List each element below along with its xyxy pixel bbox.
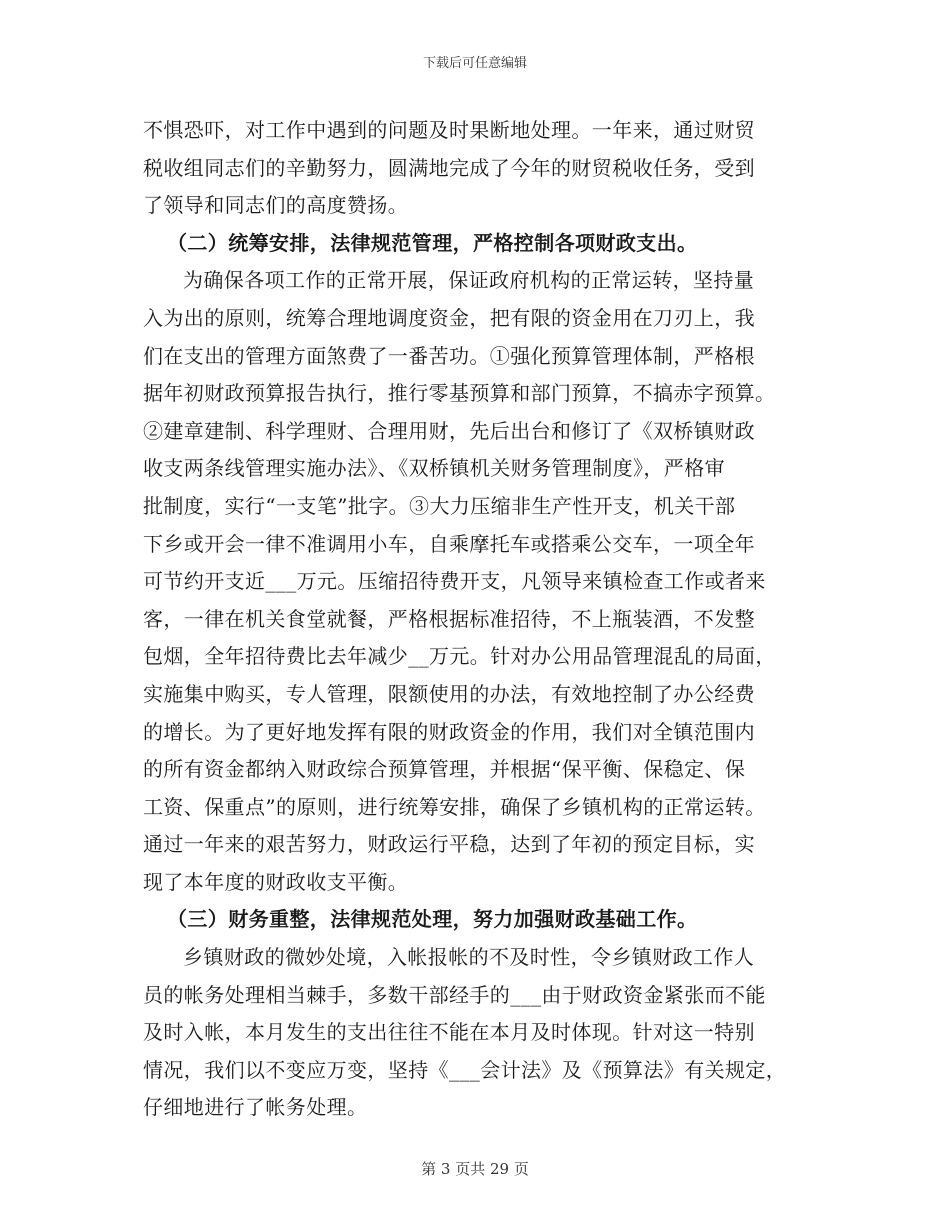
text-line: 批制度，实行“一支笔”批字。③大力压缩非生产性开支，机关干部: [143, 493, 736, 518]
text-line: ②建章建制、科学理财、合理用财，先后出台和修订了《双桥镇财政: [143, 418, 755, 443]
text-line: 可节约开支近___万元。压缩招待费开支，凡领导来镇检查工作或者来: [143, 569, 766, 594]
page-header: 下载后可任意编辑: [422, 56, 527, 71]
text-line: 乡镇财政的微妙处境，入帐报帐的不及时性，令乡镇财政工作人: [183, 945, 755, 970]
section-heading: （二）统筹安排，法律规范管理，严格控制各项财政支出。: [167, 230, 698, 255]
text-line: 包烟，全年招待费比去年减少__万元。针对办公用品管理混乱的局面，: [143, 644, 776, 669]
page-footer: 第 3 页共 29 页: [421, 1160, 529, 1178]
text-line: 客，一律在机关食堂就餐，严格根据标准招待，不上瓶装酒，不发整: [143, 606, 755, 631]
text-line: 员的帐务处理相当棘手，多数干部经手的___由于财政资金紧张而不能: [143, 982, 766, 1007]
text-line: 税收组同志们的辛勤努力，圆满地完成了今年的财贸税收任务，受到: [143, 155, 755, 180]
section-heading: （三）财务重整，法律规范处理，努力加强财政基础工作。: [167, 907, 698, 932]
text-line: 工资、保重点”的原则，进行统筹安排，确保了乡镇机构的正常运转。: [143, 794, 766, 819]
text-line: 下乡或开会一律不准调用小车，自乘摩托车或搭乘公交车，一项全年: [143, 531, 755, 556]
text-line: 为确保各项工作的正常开展，保证政府机构的正常运转，坚持量: [183, 268, 755, 293]
text-line: 情况，我们以不变应万变，坚持《___会计法》及《预算法》有关规定，: [143, 1057, 787, 1082]
text-line: 据年初财政预算报告执行，推行零基预算和部门预算，不搞赤字预算。: [143, 381, 776, 406]
text-line: 了领导和同志们的高度赞扬。: [143, 193, 409, 218]
text-line: 实施集中购买，专人管理，限额使用的办法，有效地控制了办公经费: [143, 681, 755, 706]
text-line: 仔细地进行了帐务处理。: [143, 1095, 368, 1120]
text-line: 的增长。为了更好地发挥有限的财政资金的作用，我们对全镇范围内: [143, 719, 755, 744]
text-line: 及时入帐，本月发生的支出往往不能在本月及时体现。针对这一特别: [143, 1020, 755, 1045]
text-line: 入为出的原则，统筹合理地调度资金，把有限的资金用在刀刃上，我: [143, 305, 755, 330]
text-line: 现了本年度的财政收支平衡。: [143, 869, 409, 894]
text-line: 通过一年来的艰苦努力，财政运行平稳，达到了年初的预定目标，实: [143, 832, 755, 857]
document-body: [143, 112, 811, 1127]
text-line: 收支两条线管理实施办法》、《双桥镇机关财务管理制度》，严格审: [143, 456, 725, 481]
text-line: 不惧恐吓，对工作中遇到的问题及时果断地处理。一年来，通过财贸: [143, 118, 755, 142]
text-line: 们在支出的管理方面煞费了一番苦功。①强化预算管理体制，严格根: [143, 343, 755, 368]
text-line: 的所有资金都纳入财政综合预算管理，并根据“保平衡、保稳定、保: [143, 757, 746, 782]
